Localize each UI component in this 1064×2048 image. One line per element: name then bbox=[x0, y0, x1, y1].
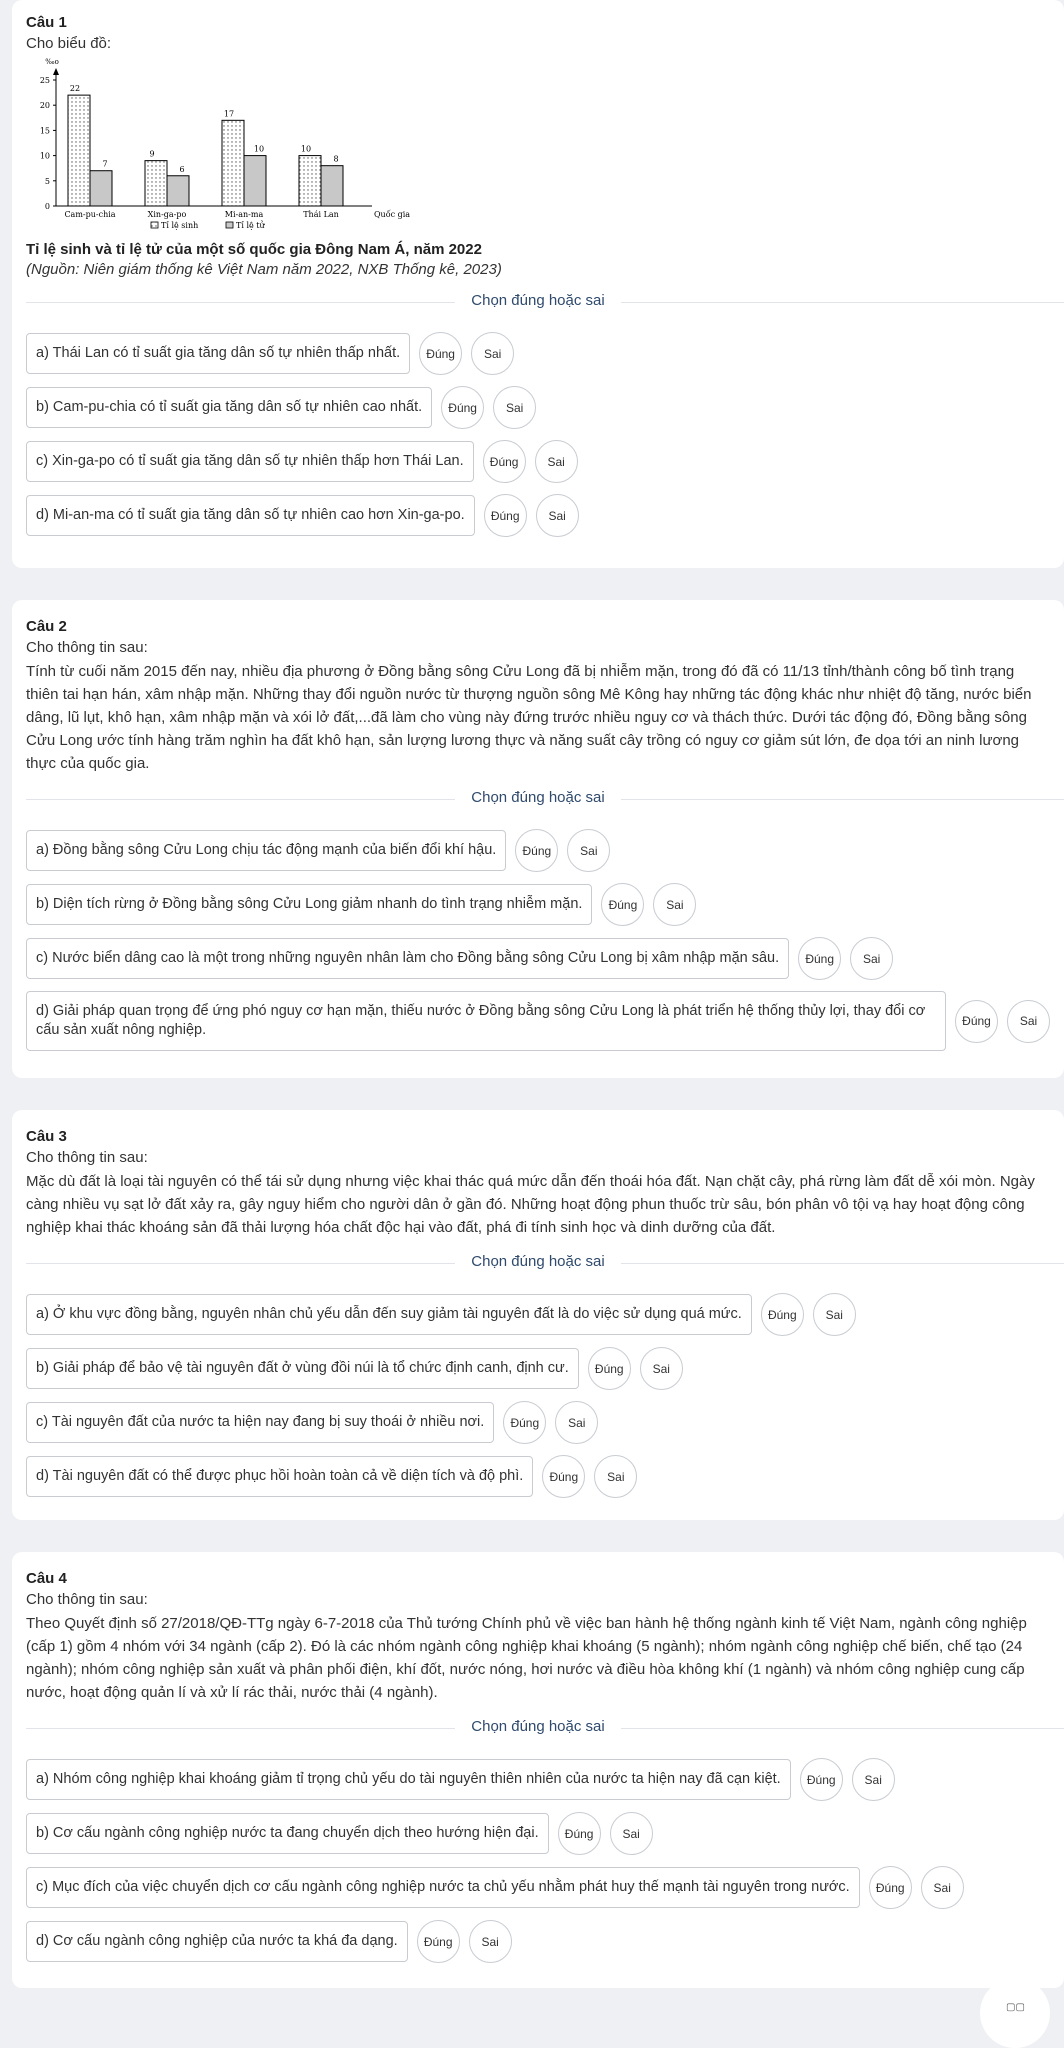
statement-b: b) Giải pháp để bảo vệ tài nguyên đất ở vùng đồi núi là tổ chức định canh, định cư. bbox=[26, 1348, 579, 1389]
scroll-top-button[interactable] bbox=[980, 1978, 1050, 2048]
bar bbox=[299, 156, 321, 206]
false-button[interactable]: Sai bbox=[535, 440, 578, 483]
bar bbox=[68, 95, 90, 206]
false-button[interactable]: Sai bbox=[567, 829, 610, 872]
question-title: Câu 3 bbox=[26, 1128, 67, 1145]
bar bbox=[244, 156, 266, 206]
true-button[interactable]: Đúng bbox=[542, 1455, 585, 1498]
true-button[interactable]: Đúng bbox=[484, 494, 527, 537]
true-button[interactable]: Đúng bbox=[800, 1758, 843, 1801]
y-tick-label: 15 bbox=[39, 126, 50, 136]
data-label: 17 bbox=[223, 109, 235, 119]
answer-row bbox=[26, 1293, 1050, 1336]
true-button[interactable]: Đúng bbox=[558, 1812, 601, 1855]
category-label: Xin-ga-po bbox=[147, 210, 187, 219]
answer-row bbox=[26, 494, 1050, 537]
y-tick-label: 5 bbox=[44, 176, 50, 186]
answer-row bbox=[26, 883, 1050, 926]
false-button[interactable]: Sai bbox=[640, 1347, 683, 1390]
section-divider bbox=[26, 292, 1050, 312]
data-label: 8 bbox=[333, 154, 339, 164]
true-button[interactable]: Đúng bbox=[601, 883, 644, 926]
legend-label: Tỉ lệ sinh bbox=[161, 221, 199, 230]
statement-c: c) Xin-ga-po có tỉ suất gia tăng dân số tự nhiên thấp hơn Thái Lan. bbox=[26, 441, 474, 482]
false-button[interactable]: Sai bbox=[555, 1401, 598, 1444]
answer-row bbox=[26, 1401, 1050, 1444]
true-button[interactable]: Đúng bbox=[503, 1401, 546, 1444]
question-intro: Cho biểu đồ: bbox=[26, 35, 112, 52]
true-button[interactable]: Đúng bbox=[761, 1293, 804, 1336]
statement-d: d) Mi-an-ma có tỉ suất gia tăng dân số tự nhiên cao hơn Xin-ga-po. bbox=[26, 495, 475, 536]
chart-caption: Tỉ lệ sinh và tỉ lệ tử của một số quốc gia Đông Nam Á, năm 2022 bbox=[26, 241, 482, 258]
question-text: Theo Quyết định số 27/2018/QĐ-TTg ngày 6-7-2018 của Thủ tướng Chính phủ về việc ban hành hệ thống ngành kinh tế Việt Nam, ngành công nghiệp (cấp 1) gồm 4 nhóm với 34 ngành (cấp 2). Đó là các nhóm ngành công nghiệp khai khoáng (5 ngành); nhóm ngành công nghiệp chế biến, chế tạo (24 ngành); nhóm công nghiệp sản xuất và phân phối điện, khí đốt, nước nóng, hơi nước và điều hòa không khí (1 ngành) và nhóm công nghiệp cung cấp nước, hoạt động quản lí và xử lí rác thải, nước thải (4 ngành). bbox=[26, 1615, 1027, 1701]
y-tick-label: 0 bbox=[44, 202, 50, 211]
statement-d: d) Tài nguyên đất có thể được phục hồi hoàn toàn cả về diện tích và độ phì. bbox=[26, 1456, 533, 1497]
false-button[interactable]: Sai bbox=[536, 494, 579, 537]
answer-row bbox=[26, 937, 1050, 980]
question-intro: Cho thông tin sau: bbox=[26, 1591, 148, 1608]
category-label: Cam-pu-chia bbox=[64, 210, 116, 219]
statement-c: c) Tài nguyên đất của nước ta hiện nay đang bị suy thoái ở nhiều nơi. bbox=[26, 1402, 494, 1443]
answer-row bbox=[26, 440, 1050, 483]
data-label: 22 bbox=[69, 84, 81, 94]
statement-a: a) Ở khu vực đồng bằng, nguyên nhân chủ yếu dẫn đến suy giảm tài nguyên đất là do việc sử dụng quá mức. bbox=[26, 1294, 752, 1335]
statement-b: b) Cơ cấu ngành công nghiệp nước ta đang chuyển dịch theo hướng hiện đại. bbox=[26, 1813, 549, 1854]
true-button[interactable]: Đúng bbox=[483, 440, 526, 483]
category-label: Thái Lan bbox=[303, 210, 339, 219]
true-button[interactable]: Đúng bbox=[955, 1000, 998, 1043]
legend-label: Tỉ lệ tử bbox=[236, 221, 265, 230]
x-axis-label: Quốc gia bbox=[374, 210, 411, 219]
question-title: Câu 4 bbox=[26, 1570, 67, 1587]
bar-chart bbox=[26, 56, 426, 236]
data-label: 10 bbox=[253, 144, 265, 154]
data-label: 6 bbox=[179, 164, 185, 174]
bar bbox=[90, 171, 112, 206]
y-axis-arrow bbox=[53, 68, 59, 75]
statement-c: c) Mục đích của việc chuyển dịch cơ cấu ngành công nghiệp nước ta chủ yếu nhằm phát huy thế mạnh tài nguyên trong nước. bbox=[26, 1867, 860, 1908]
bar bbox=[321, 166, 343, 206]
false-button[interactable]: Sai bbox=[813, 1293, 856, 1336]
data-label: 10 bbox=[300, 144, 312, 154]
chart bbox=[26, 56, 1050, 241]
answer-row bbox=[26, 1347, 1050, 1390]
bar bbox=[222, 120, 244, 206]
true-button[interactable]: Đúng bbox=[588, 1347, 631, 1390]
question-card-3 bbox=[12, 1110, 1064, 1520]
false-button[interactable]: Sai bbox=[921, 1866, 964, 1909]
false-button[interactable]: Sai bbox=[471, 332, 514, 375]
statement-a: a) Nhóm công nghiệp khai khoáng giảm tỉ trọng chủ yếu do tài nguyên thiên nhiên của nước ta hiện nay đã cạn kiệt. bbox=[26, 1759, 791, 1800]
answer-row bbox=[26, 829, 1050, 872]
statement-a: a) Đồng bằng sông Cửu Long chịu tác động mạnh của biến đổi khí hậu. bbox=[26, 830, 506, 871]
section-label: Chọn đúng hoặc sai bbox=[455, 292, 620, 309]
answer-row bbox=[26, 991, 1050, 1051]
section-label: Chọn đúng hoặc sai bbox=[455, 789, 620, 806]
question-intro: Cho thông tin sau: bbox=[26, 639, 148, 656]
question-card-4 bbox=[12, 1552, 1064, 1988]
section-label: Chọn đúng hoặc sai bbox=[455, 1253, 620, 1270]
false-button[interactable]: Sai bbox=[1007, 1000, 1050, 1043]
true-button[interactable]: Đúng bbox=[515, 829, 558, 872]
true-button[interactable]: Đúng bbox=[417, 1920, 460, 1963]
data-label: 7 bbox=[102, 159, 108, 169]
section-label: Chọn đúng hoặc sai bbox=[455, 1718, 620, 1735]
answer-row bbox=[26, 1920, 1050, 1963]
false-button[interactable]: Sai bbox=[850, 937, 893, 980]
bar bbox=[145, 161, 167, 206]
chart-source: (Nguồn: Niên giám thống kê Việt Nam năm 2022, NXB Thống kê, 2023) bbox=[26, 261, 502, 278]
question-text: Tính từ cuối năm 2015 đến nay, nhiều địa phương ở Đồng bằng sông Cửu Long đã bị nhiễm mặn, trong đó đã có 11/13 tỉnh/thành công bố tình trạng thiên tai hạn hán, xâm nhập mặn. Những thay đổi nguồn nước từ thượng nguồn sông Mê Kông hay những tác động khác như nhiệt độ tăng, nước biển dâng, lũ lụt, khô hạn, xâm nhập mặn và xói lở đất,...đã làm cho vùng này đứng trước nhiều nguy cơ và thách thức. Dưới tác động đó, Đồng bằng sông Cửu Long ước tính hàng trăm nghìn ha đất khô hạn, sản lượng lương thực và năng suất cây trồng có nguy cơ giảm sút lớn, đe dọa tới an ninh lương thực của quốc gia. bbox=[26, 663, 1032, 772]
false-button[interactable]: Sai bbox=[594, 1455, 637, 1498]
answer-row bbox=[26, 332, 1050, 375]
statement-d: d) Cơ cấu ngành công nghiệp của nước ta khá đa dạng. bbox=[26, 1921, 408, 1962]
false-button[interactable]: Sai bbox=[610, 1812, 653, 1855]
statement-c: c) Nước biển dâng cao là một trong những nguyên nhân làm cho Đồng bằng sông Cửu Long bị xâm nhập mặn sâu. bbox=[26, 938, 789, 979]
category-label: Mi-an-ma bbox=[224, 210, 264, 219]
section-divider bbox=[26, 1253, 1050, 1273]
answer-row bbox=[26, 1866, 1050, 1909]
legend-swatch bbox=[151, 222, 158, 228]
statement-d: d) Giải pháp quan trọng để ứng phó nguy cơ hạn mặn, thiếu nước ở Đồng bằng sông Cửu Long là phát triển hệ thống thủy lợi, thay đổi cơ cấu sản xuất nông nghiệp. bbox=[26, 991, 946, 1051]
y-axis-label: ‰o bbox=[45, 58, 59, 66]
y-tick-label: 25 bbox=[39, 76, 50, 85]
false-button[interactable]: Sai bbox=[852, 1758, 895, 1801]
answer-row bbox=[26, 1758, 1050, 1801]
question-intro: Cho thông tin sau: bbox=[26, 1149, 148, 1166]
question-card-1 bbox=[12, 0, 1064, 568]
false-button[interactable]: Sai bbox=[653, 883, 696, 926]
question-text: Mặc dù đất là loại tài nguyên có thể tái sử dụng nhưng việc khai thác quá mức dẫn đến thoái hóa đất. Nạn chặt cây, phá rừng làm đất dễ xói mòn. Ngày càng nhiều vụ sạt lở đất xảy ra, gây nguy hiểm cho người dân ở gần đó. Những hoạt động phun thuốc trừ sâu, bón phân vô tội vạ hay hoạt động công nghiệp khai thác khoáng sản đã thải lượng hóa chất độc hại vào đất, phá đi tính sinh học và dinh dưỡng của đất. bbox=[26, 1173, 1035, 1236]
false-button[interactable]: Sai bbox=[493, 386, 536, 429]
true-button[interactable]: Đúng bbox=[798, 937, 841, 980]
true-button[interactable]: Đúng bbox=[869, 1866, 912, 1909]
legend-swatch bbox=[226, 222, 233, 228]
true-button[interactable]: Đúng bbox=[419, 332, 462, 375]
section-divider bbox=[26, 1718, 1050, 1738]
section-divider bbox=[26, 789, 1050, 809]
answer-row bbox=[26, 1812, 1050, 1855]
statement-b: b) Cam-pu-chia có tỉ suất gia tăng dân số tự nhiên cao nhất. bbox=[26, 387, 432, 428]
data-label: 9 bbox=[149, 149, 155, 159]
statement-b: b) Diện tích rừng ở Đồng bằng sông Cửu Long giảm nhanh do tình trạng nhiễm mặn. bbox=[26, 884, 592, 925]
y-tick-label: 20 bbox=[39, 101, 50, 111]
bar bbox=[167, 176, 189, 206]
y-tick-label: 10 bbox=[39, 151, 50, 161]
statement-a: a) Thái Lan có tỉ suất gia tăng dân số tự nhiên thấp nhất. bbox=[26, 333, 410, 374]
answer-row bbox=[26, 386, 1050, 429]
true-button[interactable]: Đúng bbox=[441, 386, 484, 429]
question-card-2 bbox=[12, 600, 1064, 1078]
grid-icon: ▢▢ bbox=[1006, 2002, 1025, 2013]
question-title: Câu 2 bbox=[26, 618, 67, 635]
answer-row bbox=[26, 1455, 1050, 1498]
false-button[interactable]: Sai bbox=[469, 1920, 512, 1963]
question-title: Câu 1 bbox=[26, 14, 67, 31]
